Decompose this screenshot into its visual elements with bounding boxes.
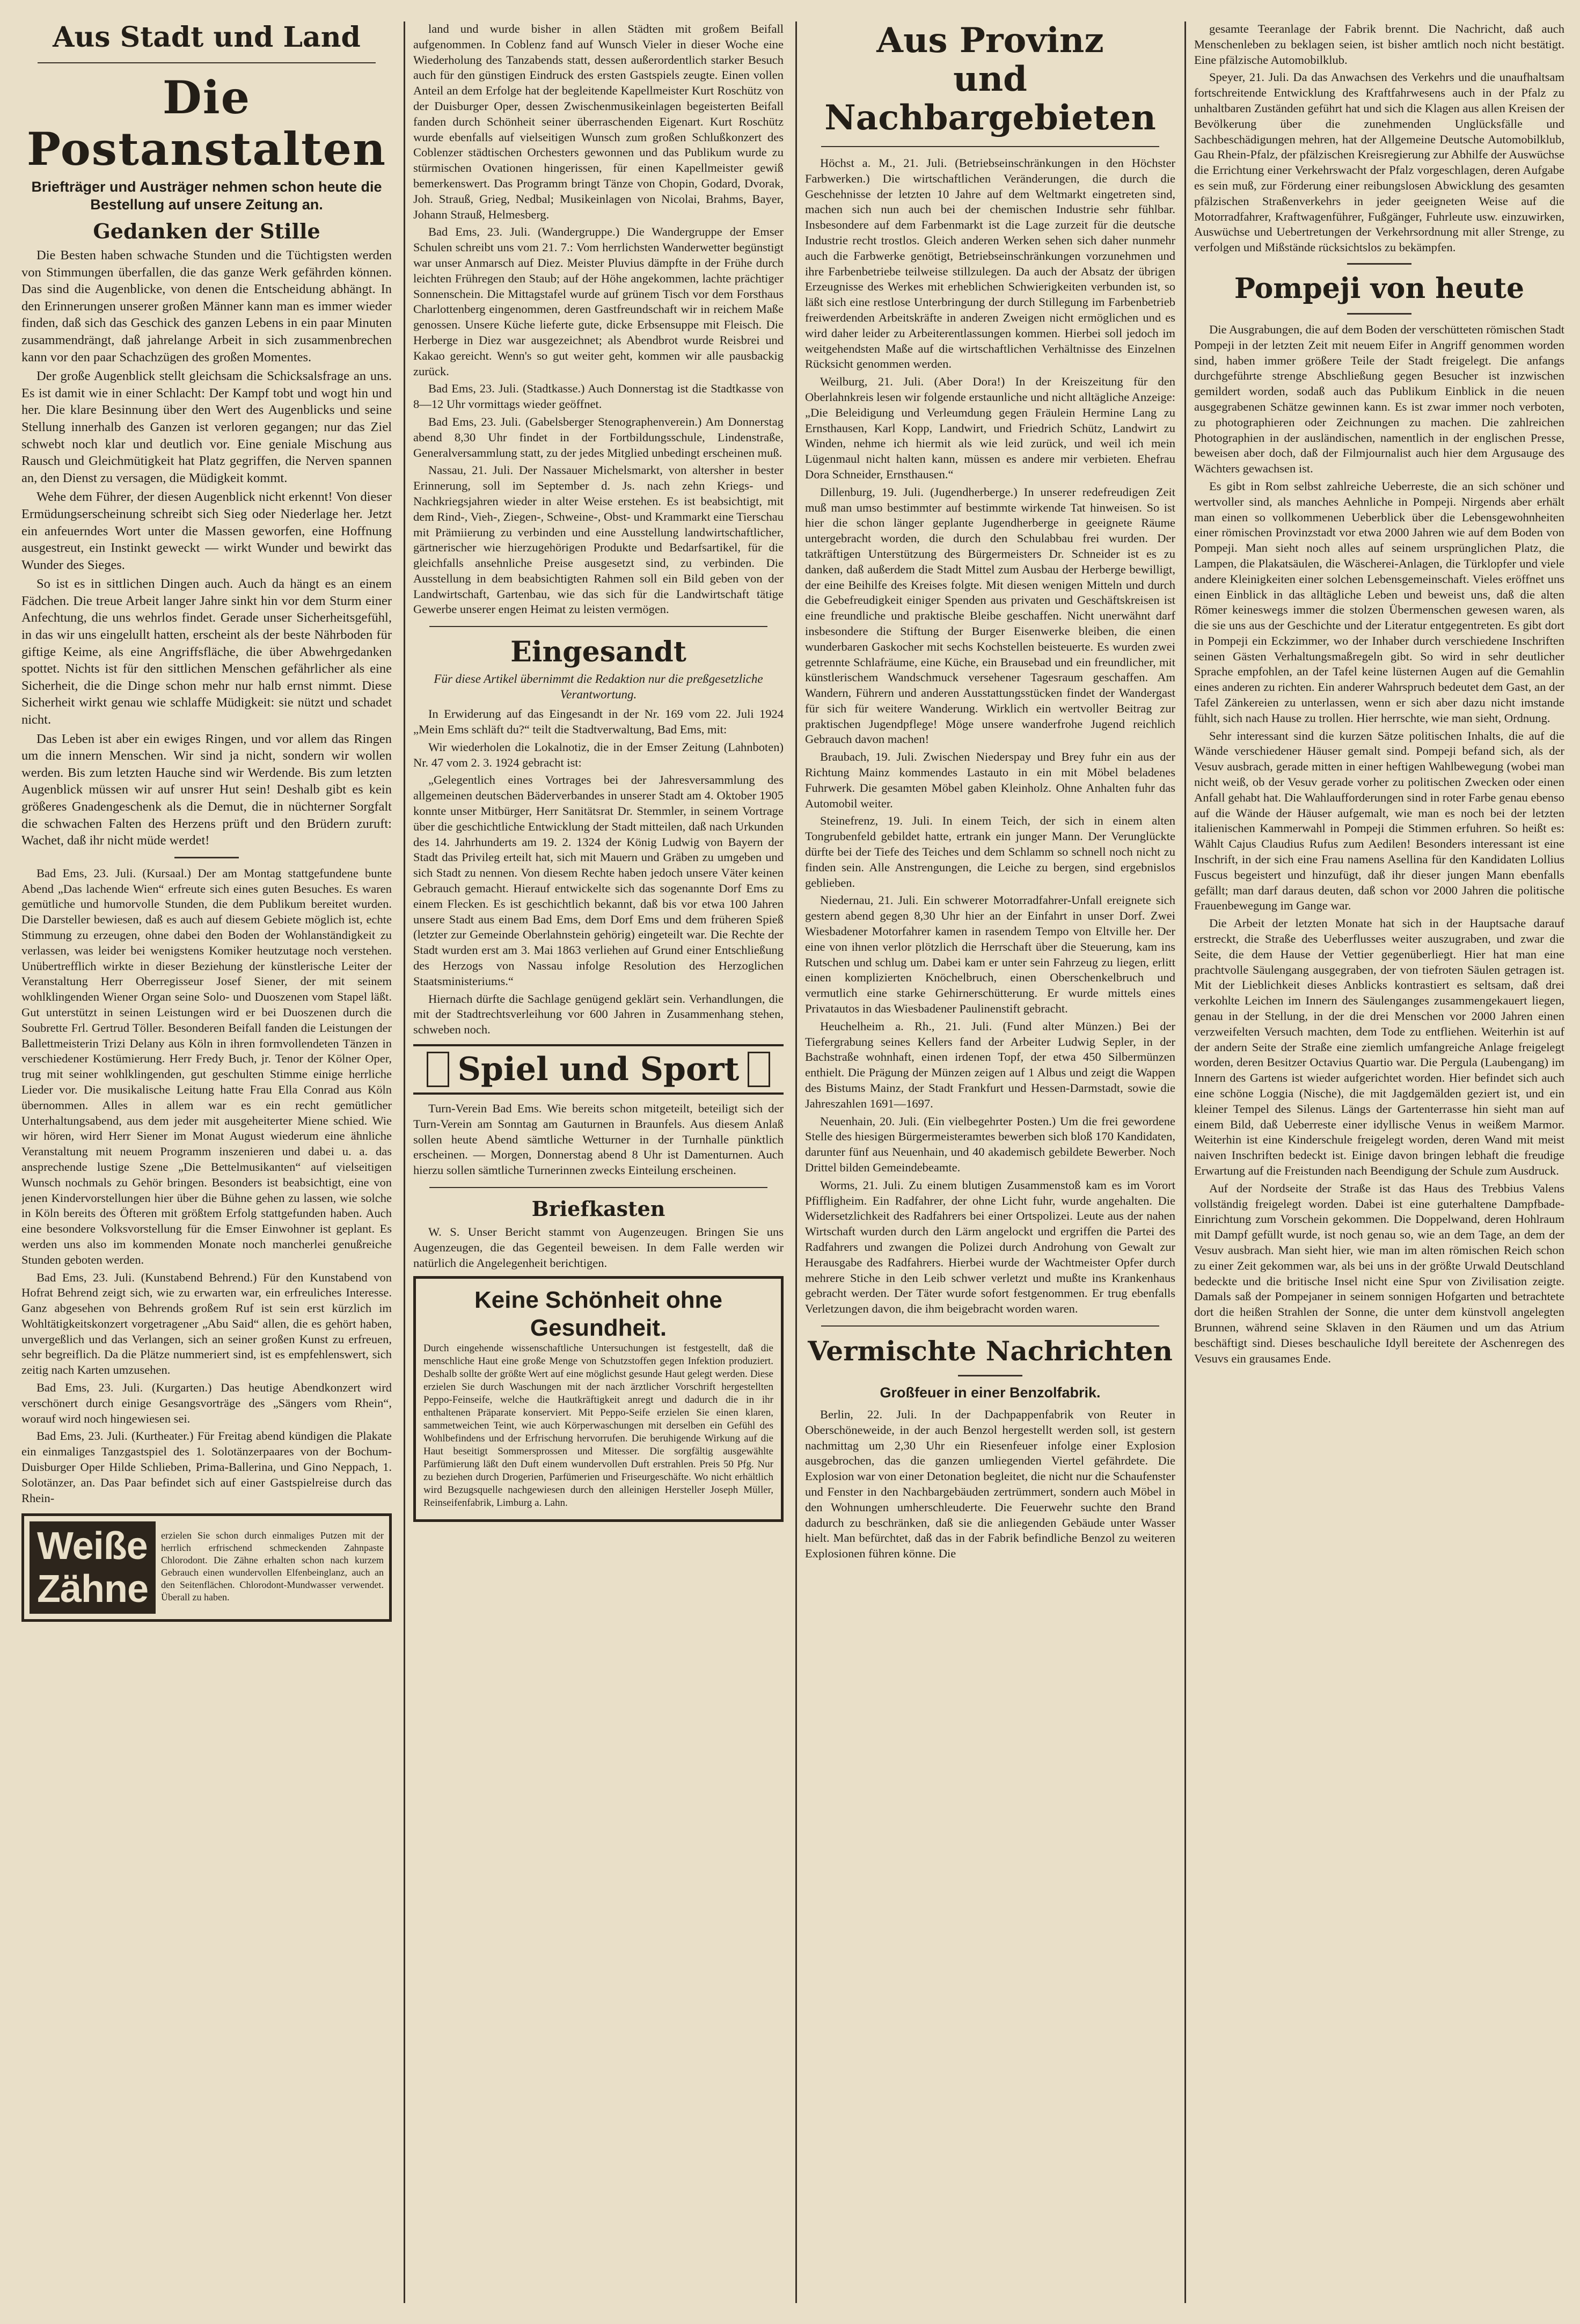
article-paragraph: Bad Ems, 23. Juli. (Wandergruppe.) Die Wandergruppe der Emser Schulen schreibt uns vom 21. 7.: Vom herrlichsten Wanderwetter begünstigt war unser Anmarsch auf Diez. Meister Pluvius dämpfte in der Frühe durch leichten Frühregen den Staub; auf der Höhe angekommen, lachte prächtiger Sonnenschein. Die Mittagstafel wurde auf grünem Tisch vor dem Forsthaus Charlottenberg eingenommen, deren Gastfreundschaft wir in reichem Maße genossen. Unsere Küche lieferte gute, dicke Erbsensuppe mit Fleisch. Die Herberge in Diez war ausgezeichnet; als Abendbrot wurde Reisbrei und Kakao gereicht. Wenn's so gut weiter geht, kommen wir alle pausbackig zurück. — [413, 225, 784, 378]
section-title-sport: Spiel und Sport — [457, 1051, 740, 1089]
section-banner-sport — [413, 1044, 784, 1095]
section-title-briefkasten: Briefkasten — [531, 1197, 665, 1221]
essay-title: Gedanken der Stille — [93, 219, 320, 243]
article-paragraph: Dillenburg, 19. Juli. (Jugendherberge.) In unserer redefreudigen Zeit muß man umso bestimmter auf bestimmte wirkende Tat hinweisen. So ist hier die schon länger geplante Jugendherberge in geeignete Räume untergebracht worden, die durch den Schulabbau frei wurden. Der tatkräftigen Unterstützung des Bürgermeisters Dr. Schneider ist es zu danken, daß außerdem die Stadt Mittel zum Ausbau der Herberge bewilligt, der eine Beihilfe des Kreises folgte. Mit diesen wenigen Mitteln und durch die Gebefreudigkeit einiger Spenden aus privaten und Geschäftskreisen ist eine freundliche und praktische Bleibe geschaffen. Nicht unerwähnt darf insbesondere die Stiftung der Burger Eisenwerke bleiben, die einen wunderbaren Gaskocher mit sechs Kochstellen beisteuerte. Es wurden zwei getrennte Schlafräume, eine Küche, ein Brausebad und ein freundlicher, mit künstlerischem Wandschmuck versehener Tagesraum geschaffen. Am Wandern, Führern und anderen Ausstattungsstücken findet der Wandergast für sich für weitere Wanderung. Wirklich ein wertvoller Beitrag zur praktischen Jugendpflege! Möge unsere wanderfrohe Jugend reichlich Gebrauch davon machen! — [805, 485, 1175, 746]
article-paragraph: Bad Ems, 23. Juli. (Stadtkasse.) Auch Donnerstag ist die Stadtkasse von 8—12 Uhr vormittags wieder geöffnet. — [413, 382, 784, 411]
section-kicker: Aus Stadt und Land — [53, 21, 361, 54]
article-paragraph: So ist es in sittlichen Dingen auch. Auch da hängt es an einem Fädchen. Die treue Arbeit langer Jahre sinkt hin vor dem Sturm einer Anfechtung, die uns wehrlos findet. Gerade unser Sicherheitsgefühl, in das wir uns eingelullt hatten, erscheint als der beste Nährboden für giftige Keime, als eine Angriffsfläche, die über Abwehrgedanken spottet. Nichts ist für den sittlichen Menschen gefährlicher als eine Sicherheit, die die Dinge schon mehr nur halb ernst nimmt. Diese Sicherheit wirkt genau wie schlaffe Müdigkeit: sie nützt und schadet nicht. — [21, 577, 392, 727]
section-title-pompeji: Pompeji von heute — [1234, 272, 1525, 305]
article-paragraph: Auf der Nordseite der Straße ist das Haus des Trebbius Valens vollständig freigelegt worden. Dabei ist eine guterhaltene Dampfbade-Einrichtung zum Vorschein gekommen. Die Doppelwand, deren Hohlraum mit Dampf gefüllt wurde, ist noch genau so, wie an dem Tage, an dem der Vesuv ausbrach. Man sieht hier, wie man im alten römischen Reich schon zu einer Zeit gekommen war, als bei uns in der größte Urwald Deutschland bedeckte und die britische Insel nicht eine Spur von Zivilisation zeigte. Damals saß der Pompejaner in seinem sonnigen Hofgarten und betrachtete dort die heißen Strahlen der Sonne, die unter dem künstvoll angelegten Brunnen, während seine Sklaven in den Räumen und um das Atrium beschäftigt sind. Dieses beschauliche Idyll bereitete der Aschenregen des Vesuvs ein grausames Ende. — [1194, 1181, 1564, 1365]
column-rule — [795, 21, 797, 2303]
ad-text: erzielen Sie schon durch einmaliges Putzen mit der herrlich erfrischend schmeckenden Zahnpaste Chlorodont. Die Zähne erhalten schon nach kurzem Gebrauch einen wundervollen Elfenbeinglanz, auch an den Seitenflächen. Chlorodont-Mundwasser verwendet. Überall zu haben. — [161, 1530, 384, 1603]
article-paragraph: Steinefrenz, 19. Juli. In einem Teich, der sich in einem alten Tongrubenfeld gebildet hatte, ertrank ein junger Mann. Der Verunglückte dürfte bei der Tiefe des Teiches und dem Schlamm so schnell noch nicht zu finden sein. Alle Anstrengungen, die Leiche zu bergen, sind ergebnislos geblieben. — [805, 814, 1175, 890]
article-paragraph: Das Leben ist aber ein ewiges Ringen, und vor allem das Ringen um die innern Menschen. Wir sind ja nicht, sondern wir wollen werden. Bis zum letzten Hauche sind wir Werdende. Bis zum letzten Augenblick müssen wir auf unsrer Hut sein! Deshalb gibt es kein größeres Gnadengeschenk als die Demut, die in nüchterner Sorgfalt die schwachen Falten des Herzens prüft und den Brüdern zuruft: Wachet, daß ihr nicht müde werdet! — [21, 731, 392, 848]
divider — [174, 857, 239, 858]
headline-lead: Briefträger und Austräger nehmen schon heute die Bestellung auf unsere Zeitung an. — [31, 179, 382, 213]
article-paragraph: Der große Augenblick stellt gleichsam die Schicksalsfrage an uns. Es ist damit wie in einer Schlacht: Der Kampf tobt und wogt hin und her. Die klare Besinnung über den Wert des Augenblicks und seine Stellung innerhalb des Ganzen ist verloren gegangen; nur das Ziel schwebt noch klar und deutlich vor. Eine geniale Mischung aus Rausch und Gleichmütigkeit hat Platz gegriffen, die Nerven spannen an, den Dienst zu versagen, die Müdigkeit kommt. — [21, 369, 392, 485]
article-paragraph: Die Besten haben schwache Stunden und die Tüchtigsten werden von Stimmungen überfallen, die das ganze Werk gefährden können. Das sind die Augenblicke, von denen die Entscheidung abhängt. In den Erinnerungen unserer großen Männer kann man es immer wieder finden, daß sich das Geschick des ganzen Lebens in ein paar Minuten zusammendrängt, daß jahrelange Arbeit in sich zusammenbrechen kann vor den paar Schachzügen des großen Momentes. — [21, 248, 392, 365]
ad-title: Keine Schönheit ohne Gesundheit. — [474, 1287, 723, 1342]
ad-text: Durch eingehende wissenschaftliche Untersuchungen ist festgestellt, daß die menschliche Haut eine große Menge von Schutzstoffen gegen Infektion produziert. Deshalb sollte der größte Wert auf eine möglichst gesunde Haut gelegt werden. Diese erzielen Sie durch Waschungen mit der nach ärztlicher Vorschrift hergestellten Peppo-Feinseife, welche die Hautkräftigkeit anregt und dadurch die in ihr enthaltenen Präparate konserviert. Mit Peppo-Seife erzielen Sie einen klaren, sammetweichen Teint, wie auch Körperwaschungen mit derselben ein Gefühl des Wohlbefindens und der Erfrischung hervorrufen. Die beruhigende Wirkung auf die Haut beseitigt Sommersprossen und Mitesser. Die sorgfältig ausgewählte Parfümierung läßt den Duft einem wundervollen Duft erstrahlen. Preis 50 Pfg. Nur zu beziehen durch Drogerien, Parfümerien und Friseurgeschäfte. Wo nicht erhältlich wird Bezugsquelle nachgewiesen durch den alleinigen Hersteller Joseph Müller, Reinseifenfabrik, Limburg a. Lahn. — [423, 1343, 773, 1509]
article-paragraph: Nassau, 21. Juli. Der Nassauer Michelsmarkt, von altersher in bester Erinnerung, soll im September d. Js. nach zehn Kriegs- und Nachkriegsjahren wieder in alter Weise erstehen. Es ist beabsichtigt, mit dem Rind-, Vieh-, Ziegen-, Schweine-, Obst- und Krammarkt eine Tierschau mit Prämiierung zu verbinden und eine Ausstellung landwirtschaftlicher, gärtnerischer wie hierzugehörigen Produkte und Bedarfsartikel, für die gleichfalls ansehnliche Preise ausgesetzt sind, zu verbinden. Die Ausstellung in dem beabsichtigten Rahmen soll ein Bild geben von der Landwirtschaft, Gartenbau, wie das sich für die Landwirtschaft tätige Gewerbe unserer engen Heimat zu leisten vermögen. — [413, 463, 784, 616]
main-headline: Die Postanstalten — [26, 71, 387, 176]
article-paragraph: Höchst a. M., 21. Juli. (Betriebseinschränkungen in den Höchster Farbwerken.) Die wirtschaftlichen Veränderungen, die durch die Geschehnisse der letzten 10 Jahre auf dem Weltmarkt eingetreten sind, machen sich nun auch bei der chemischen Industrie sehr fühlbar. Insbesondere auf dem Farbenmarkt ist die Lage zurzeit für die deutsche Industrie recht trostlos. Gleich anderen Werken sehen sich daher nunmehr auch die Farbwerke genötigt, Betriebseinschränkungen vorzunehmen und ihre Farbenbetriebe teilweise stillzulegen. Da auch der Absatz der übrigen Erzeugnisse des Werkes mit erheblichen Schwierigkeiten verbunden ist, so läßt sich eine restlose Unterbringung der durch Stillegung im Farbenbetrieb freiwerdenden Arbeitskräfte in anderen Zweigen nicht ermöglichen und es wird daher leider zu Arbeiterentlassungen kommen. Hierbei soll jedoch im weitgehendsten Maße auf die wirtschaftlichen Verhältnisse des Einzelnen Rücksicht genommen werden. — [805, 156, 1175, 371]
ad-title: Weiße Zähne — [30, 1521, 156, 1614]
article-paragraph: In Erwiderung auf das Eingesandt in der Nr. 169 vom 22. Juli 1924 „Mein Ems schläft du?“ teilt die Stadtverwaltung, Bad Ems, mit: — [413, 707, 784, 737]
column-3 — [805, 21, 1175, 2303]
article-paragraph: Bad Ems, 23. Juli. (Gabelsberger Stenographenverein.) Am Donnerstag abend 8,30 Uhr findet in der Fortbildungsschule, Lindenstraße, Generalversammlung statt, zu der jedes Mitglied unbedingt erscheinen muß. — [413, 414, 784, 460]
column-1 — [21, 21, 392, 2303]
article-paragraph: Niedernau, 21. Juli. Ein schwerer Motorradfahrer-Unfall ereignete sich gestern abend gegen 8,30 Uhr hier an der Einfahrt in unser Dorf. Zwei Wiesbadener Motorfahrer kamen in rasendem Tempo von Eltville her. Der eine von ihnen verlor plötzlich die Herrschaft über die Steuerung, kam ins Rutschen und schlug um. Dabei kam er unter sein Fahrzeug zu liegen, erlitt einen komplizierten Knöchelbruch, einen Oberschenkelbruch und vermutlich eine starke Gehirnerschütterung. Er wurde mittels eines Privatautos in das Wiesbadener Paulinenstift gebracht. — [805, 893, 1175, 1016]
article-paragraph: Hiernach dürfte die Sachlage genügend geklärt sein. Verhandlungen, die mit der Stadtrechtsverleihung vor 600 Jahren in Zusammenhang stehen, schweben noch. — [413, 992, 784, 1037]
quoted-paragraph: „Gelegentlich eines Vortrages bei der Jahresversammlung des allgemeinen deutschen Bäderverbandes in unserer Stadt am 4. Oktober 1905 konnte unser Mitbürger, Herr Sanitätsrat Dr. Stemmler, in seinem Vortrage über die geschichtliche Entwicklung der Stadt mitteilen, daß nach Urkunden des 14. Jahrhunderts am 19. 2. 1324 der König Ludwig von Bayern der Stadt das Privileg erteilt hat, sich mit Mauern und Gräben zu umgeben und sich Stadt zu nennen. Von diesem Rechte haben jedoch unsere Väter keinen Gebrauch gemacht. Hierauf entwickelte sich das sogenannte Dorf Ems zu einem Flecken. Es ist geschichtlich bekannt, daß bis vor etwa 100 Jahren unsere Stadt aus einem Bad Ems, dem Dorf Ems und dem früheren Spieß (letzter zur Gemeinde Oberlahnstein gehörig) eingeteilt war. Die Rechte der Stadt wurden erst am 3. Mai 1863 verliehen auf Grund einer Entschließung des Herzogs von Nassau infolge Resolution des Herzoglichen Staatsministeriums.“ — [413, 773, 784, 988]
article-paragraph: Bad Ems, 23. Juli. (Kurgarten.) Das heutige Abendkonzert wird verschönert durch einige Gesangsvorträge des „Sängers vom Rhein“, worauf wird noch hingewiesen sei. — [21, 1381, 392, 1425]
article-paragraph: land und wurde bisher in allen Städten mit großem Beifall aufgenommen. In Coblenz fand auf Wunsch Vieler in dieser Woche eine Wiederholung des Tanzabends statt, dessen außerordentlich starker Besuch auch für den günstigen Eindruck des ersten Gastspiels zeugte. Einen vollen Anteil an dem Erfolge hat der begleitende Kapellmeister Kurt Roschütz von der Duisburger Oper, dessen Zwischenmusikeinlagen begeisterten Beifall fanden durch Schönheit seiner überraschenden Eigenart. Kurt Roschütz wurde ebenfalls auf vielseitigen Wunsch zum großen Schlußkonzert des Coblenzer städtischen Orchesters gewonnen und das Publikum wurde zu stürmischen Ovationen hingerissen, für einen Kapellmeister gewiß bemerkenswert. Das Programm bringt Tänze von Chopin, Godard, Dvorak, Joh. Strauß, Grieg, Nedbal; Musikeinlagen von Nicolai, Brahms, Bayer, Johann Strauß, Helmesberg. — [413, 22, 784, 221]
column-2 — [413, 21, 784, 2303]
column-rule — [404, 21, 405, 2303]
advertisement-peppo-seife — [413, 1276, 784, 1522]
divider — [821, 1325, 1159, 1327]
divider — [1347, 263, 1411, 265]
ornament-icon — [427, 1052, 449, 1087]
column-rule — [1184, 21, 1186, 2303]
article-paragraph: Es gibt in Rom selbst zahlreiche Ueberreste, die an sich schöner und wertvoller sind, als manches Aehnliche in Pompeji. Nirgends aber erhält man einen so vollkommenen Ueberblick über die Lebensgewohnheiten einer römischen Provinzstadt vor etwa 2000 Jahren wie auf dem Boden von Pompeji. Man sieht noch alles auf seinem ursprünglichen Platz, die Lampen, die Plakatsäulen, die Wäscherei-Anlagen, die Türklopfer und viele andere Kleinigkeiten einer solchen Lebensgemeinschaft. Vieles eröffnet uns einen Einblick in das alltägliche Leben und beweist uns, daß die alten Römer keineswegs immer die stolzen Übermenschen gewesen waren, als die sie uns aus der Geschichte und der Literatur entgegentreten. Es gibt dort in Pompeji ein Eckzimmer, wo der Inhaber durch verschiedene Inschriften seinen Gästen Verhaltungsmaßregeln gibt. So wird in sehr deutlicher Sprache empfohlen, an der Tafel keine lüsternen Augen auf die Gemahlin eines anderen zu richten. Ein anderer Wahrspruch bedeutet dem Gast, an der Tafel Zänkereien zu unterlassen, wenn er sich aber dazu nicht imstande fühlt, sich nach Hause zu trollen. Hier herrschte, wie man sieht, Ordnung. — [1194, 479, 1564, 725]
article-paragraph: Bad Ems, 23. Juli. (Kursaal.) Der am Montag stattgefundene bunte Abend „Das lachende Wien“ erfreute sich eines guten Besuches. Es waren gemütliche und humorvolle Stunden, die dem Publikum bereitet wurden. Die Darsteller bewiesen, daß es auch auf diesem Gebiete möglich ist, echte Stimmung zu erzeugen, ohne dabei den Boden der Wohlanständigkeit zu verlassen, was leider bei wenigstens Komiker heutzutage noch verstehen. Unübertrefflich wirkte in dieser Beziehung der künstlerische Leiter der Veranstaltung Herr Oberregisseur Josef Siener, der mit seinem wohlklingenden Wiener Organ seine Solo- und Duoszenen vom Stapel läßt. Gut unterstützt in seinen Leistungen wird er bei Duoszenen durch die Soubrette Frl. Gertrud Töller. Besonderen Beifall fanden die Leistungen der Ballettmeisterin Trizi Delany aus Köln in ihren formvollendeten Tänzen in verschiedener Kostümierung. Herr Fredy Buch, jr. Tenor der Kölner Oper, trug mit seiner wohlklingenden, gut geschulten Stimme einige herrliche Lieder vor. Die musikalische Leitung hatte Frau Ella Conrad aus Köln übernommen. Alles in allem war es ein recht gemütlicher Unterhaltungsabend, aus dem jeder mit ausgeheiterter Miene schied. Wie wir hören, wird Herr Siener im Monat August wiederum eine ähnliche Veranstaltung mit neuem Programm inszenieren und dabei u. a. das ansprechende lustige Szene „Die Bettelmusikanten“ auf vielseitigen Wunsch nochmals zu Gehör bringen. Besonders ist beabsichtigt, eine von jenen Kindervorstellungen hier über die Bühne gehen zu lassen, wie solche in Köln bereits des Öfteren mit größtem Erfolg stattgefunden haben. Auch eine besondere Volksvorstellung für die Emser Einwohner ist geplant. Es werden uns also im kommenden Monate noch mancherlei genußreiche Stunden geboten werden. — [21, 866, 392, 1266]
ornament-icon — [748, 1052, 770, 1087]
article-paragraph: Bad Ems, 23. Juli. (Kunstabend Behrend.) Für den Kunstabend von Hofrat Behrend zeigt sich, wie zu erwarten war, ein erfreuliches Interesse. Ganz abgesehen von Behrends großem Ruf ist sein erst kürzlich im Wohltätigkeitskonzert vorgetragener „Abu Said“ allen, die es gehört haben, unvergeßlich und das Verlangen, sich an seiner großen Kunst zu erfreuen, sehr begreiflich. Da die Plätze nummeriert sind, ist es empfehlenswert, sich zeitig nach Karten umzusehen. — [21, 1270, 392, 1377]
article-paragraph: Weilburg, 21. Juli. (Aber Dora!) In der Kreiszeitung für den Oberlahnkreis lesen wir folgende erstaunliche und nicht alltägliche Anzeige: „Die Beleidigung und Verleumdung gegen Fräulein Hermine Lang zu Ernsthausen, Karl Kopp, Landwirt, und Friedrich Schütz, Landwirt zu Winden, nehme ich hiermit als wie leid zurück, und weil ich mein Lügenmaul nicht halten kann, müssen es andere mir verbieten. Ehefrau Dora Schneider, Ernsthausen.“ — [805, 375, 1175, 481]
article-paragraph: Die Arbeit der letzten Monate hat sich in der Hauptsache darauf erstreckt, die Straße des Ueberflusses weiter auszugraben, und zwar die Seite, die dem Hause der Vettier gegenüberliegt. Hier hat man eine prachtvolle Säulengang ausgegraben, der von tiefroten Säulen getragen ist. Mit der Lieblichkeit dieses Anblicks kontrastiert es seltsam, daß drei verkohlte Leichen im Innern des Säulenganges zusammengekauert liegen, genau in der Stellung, in der die drei Menschen vor 2000 Jahren einen verzweifelten Versuch machten, dem Tode zu entfliehen. Weiterhin ist auf der andern Seite der Straße eine ziemlich umfangreiche Anlage freigelegt worden, deren Besitzer Octavius Quartio war. Die Pergula (Laubengang) im Innern des Gartens ist wieder aufgerichtet worden. Hier befindet sich auch eine schöne Loggia (Nische), die mit Jagdgemälden geziert ist, und ein kleiner Tempel des Silenus. Längs der Gartenterrasse hin sieht man auf einem Bild, daß Ueberreste einer idyllische Venus in weißem Marmor. Weiterhin ist eine Kinderschule freigelegt worden, deren Wand mit meist naiven Inschriften bedeckt ist. Einige davon bringen lebhaft die freudige Erwartung auf die Freistunden nach Beendigung der Schule zum Ausdruck. — [1194, 916, 1564, 1177]
article-paragraph: Turn-Verein Bad Ems. Wie bereits schon mitgeteilt, beteiligt sich der Turn-Verein am Sonntag am Gauturnen in Braunfels. Aus diesem Anlaß sollen heute Abend sämtliche Wetturner in der Turnhalle pünktlich erscheinen. — Morgen, Donnerstag abend 8 Uhr ist Damenturnen. Auch hierzu sollen sämtliche Turnerinnen zwecks Einteilung erscheinen. — [413, 1102, 784, 1177]
article-paragraph: Bad Ems, 23. Juli. (Kurtheater.) Für Freitag abend kündigen die Plakate ein einmaliges Tanzgastspiel des 1. Solotänzerpaares von der Bochum-Duisburger Oper Hilde Schlieben, Prima-Ballerina, und Gino Neppach, 1. Solotänzer, an. Das Paar befindet sich auf einer Gastspielreise durch das Rhein- — [21, 1429, 392, 1505]
section-title-vermischte: Vermischte Nachrichten — [808, 1335, 1173, 1367]
section-title-eingesandt: Eingesandt — [510, 636, 686, 669]
section-title-provinz: Aus Provinz — [876, 21, 1104, 61]
article-paragraph: Neuenhain, 20. Juli. (Ein vielbegehrter Posten.) Um die frei gewordene Stelle des hiesigen Bürgermeisteramtes bewerben sich bloß 170 Kandidaten, darunter fünf aus Neuenhain, und 40 akademisch gebildete Bewerber. Noch Drittel bilden Gemeindebeamte. — [805, 1114, 1175, 1174]
article-paragraph: Heuchelheim a. Rh., 21. Juli. (Fund alter Münzen.) Bei der Tiefergrabung seines Kellers fand der Arbeiter Ludwig Sepler, in der Bachstraße wohnhaft, einen irdenen Topf, der etwa 450 Silbermünzen enthielt. Die Prägung der Münzen zeigen auf 1 Albus und zeigt die Wappen des Bistums Mainz, der Stadt Frankfurt und Hessen-Darmstadt, sowie die Jahreszahlen 1691—1697. — [805, 1019, 1175, 1110]
divider — [429, 1187, 767, 1188]
divider — [821, 146, 1159, 147]
article-paragraph: Speyer, 21. Juli. Da das Anwachsen des Verkehrs und die unaufhaltsam fortschreitende Entwicklung des Kraftfahrwesens auch in der Pfalz zu unhaltbaren Zuständen geführt hat und sich die Klagen aus allen Kreisen der Bevölkerung über die zunehmenden Unglücksfälle und Sachbeschädigungen mehren, hat der Allgemeine Deutsche Automobilklub, Gau Rhein-Pfalz, der pfälzischen Kreisregierung zur Abhilfe der Auswüchse die Errichtung einer Verkehrswacht der Pfalz vorgeschlagen, deren Aufgabe es sein muß, zur Förderung einer reibungslosen Abwicklung des gesamten pfälzischen Straßenverkehrs in jeder geeigneten Weise auf die Motorradfahrer, Kraftwagenführer, Fußgänger, Fuhrleute usw. einzuwirken, Auswüchse und Uebertretungen der Verkehrsordnung mit aller Strenge, zu verfolgen und Mißstände rücksichtslos zu bekämpfen. — [1194, 70, 1564, 254]
divider — [38, 62, 376, 63]
divider — [1347, 313, 1411, 315]
divider — [429, 626, 767, 627]
column-4 — [1194, 21, 1564, 2303]
article-paragraph: Worms, 21. Juli. Zu einem blutigen Zusammenstoß kam es im Vorort Pfiffligheim. Ein Radfahrer, der ohne Licht fuhr, wurde angehalten. Die Widersetzlichkeit des Radfahrers bei einer Ortspolizei. Leute aus der nahen Wirtschaft wurden durch den Lärm angelockt und ergriffen die Partei des Radfahrers und zwangen die Polizei durch Androhung von Gewalt zur Herausgabe des Radfahrers. Hierbei wurde der Wachtmeister Opfer durch mehrere Stiche in den Leib schwer verletzt und mußte ins Krankenhaus gebracht werden. Der Täter wurde sofort festgenommen. Er trug ebenfalls Verletzungen davon, die ihm beigebracht worden waren. — [805, 1178, 1175, 1316]
section-title-provinz-line2: und Nachbargebieten — [824, 59, 1156, 138]
editorial-note: Für diese Artikel übernimmt die Redaktion nur die preßgesetzliche Verantwortung. — [434, 672, 763, 702]
article-paragraph: Wehe dem Führer, der diesen Augenblick nicht erkennt! Von dieser Ermüdungserscheinung schreibt sich Sieg oder Niederlage her. Jetzt ein anfeuerndes Wort unter die Massen geworfen, eine Hoffnung ausgestreut, ein Instinkt geweckt — wirkt Wunder und bewirkt das Wunder des Sieges. — [21, 490, 392, 572]
article-paragraph: Berlin, 22. Juli. In der Dachpappenfabrik von Reuter in Oberschöneweide, in der auch Benzol hergestellt werden soll, ist gestern nachmittag um 2,30 Uhr ein Riesenfeuer infolge einer Explosion ausgebrochen, das die ganzen umliegenden Viertel gefährdete. Die Explosion war von einer Detonation begleitet, die nicht nur die Schaufenster und Fenster in den Nachbargebäuden zertrümmert, sondern auch Möbel in den Wohnungen umherschleuderte. Die Feuerwehr suchte den Brand dadurch zu beschränken, daß sie die anliegenden Gebäude unter Wasser hielt. Man befürchtet, daß das in der Fabrik befindliche Benzol zu weiteren Explosionen führen könne. Die — [805, 1407, 1175, 1561]
article-paragraph: Braubach, 19. Juli. Zwischen Niederspay und Brey fuhr ein aus der Richtung Mainz kommendes Lastauto in ein mit Möbel beladenes Fuhrwerk. Die gesamten Möbel gaben Kleinholz. Ohne Anhalten fuhr das Automobil weiter. — [805, 750, 1175, 810]
article-subheading: Großfeuer in einer Benzolfabrik. — [880, 1384, 1101, 1401]
article-paragraph: Wir wiederholen die Lokalnotiz, die in der Emser Zeitung (Lahnboten) Nr. 47 vom 2. 3. 1924 gebracht ist: — [413, 740, 784, 769]
advertisement-weisse-zaehne — [21, 1513, 392, 1622]
article-paragraph: W. S. Unser Bericht stammt von Augenzeugen. Bringen Sie uns Augenzeugen, die das Gegenteil beweisen. In dem Falle werden wir natürlich die Angelegenheit berichtigen. — [413, 1225, 784, 1270]
divider — [958, 1375, 1022, 1376]
article-paragraph: Die Ausgrabungen, die auf dem Boden der verschütteten römischen Stadt Pompeji in der letzten Zeit mit neuem Eifer in Angriff genommen worden sind, haben immer größere Teile der Stadt freigelegt. Die anfangs durchgeführte strenge Abschließung gegen Besucher ist inzwischen gemildert worden, sodaß auch das Publikum Einblick in die neuen ausgegrabenen Schätze gewinnen kann. Es ist zwar immer noch verboten, zu photographieren oder Zeichnungen zu machen. Die zahlreichen Photographien in der ausländischen, namentlich in der englischen Presse, beweisen aber doch, daß der Filmjournalist auch hier dem Argusauge des Wächters gewachsen ist. — [1194, 322, 1564, 476]
article-paragraph: gesamte Teeranlage der Fabrik brennt. Die Nachricht, daß auch Menschenleben zu beklagen seien, ist bisher amtlich noch nicht bestätigt. Eine pfälzische Automobilklub. — [1194, 22, 1564, 67]
article-paragraph: Sehr interessant sind die kurzen Sätze politischen Inhalts, die auf die Wände verschiedener Häuser gemalt sind. Pompeji befand sich, als der Vesuv ausbrach, gerade mitten in einer heftigen Wahlbewegung (wobei man nicht weiß, ob der Vesuv gerade vorher zu politischen Zwecken oder einen Anfall gehabt hat. Die Wahlaufforderungen sind in roter Farbe genau ebenso auf die Wände der Häuser aufgemalt, wie man es noch bei der letzten italienischen Kammerwahl in Pompeji die Stimmen erfuhren. So heißt es: Wählt Cajus Claudius Rufus zum Aedilen! Besonders interessant ist eine Inschrift, in der sich eine Frau namens Asellina für den Kandidaten Lollius Fuscus begeistert und hinzufügt, daß ihr dieser jungen Mann ebenfalls gefällt; man darf daraus deuten, daß schon vor 2000 Jahren die politische Frauenbewegung im Gange war. — [1194, 728, 1564, 913]
